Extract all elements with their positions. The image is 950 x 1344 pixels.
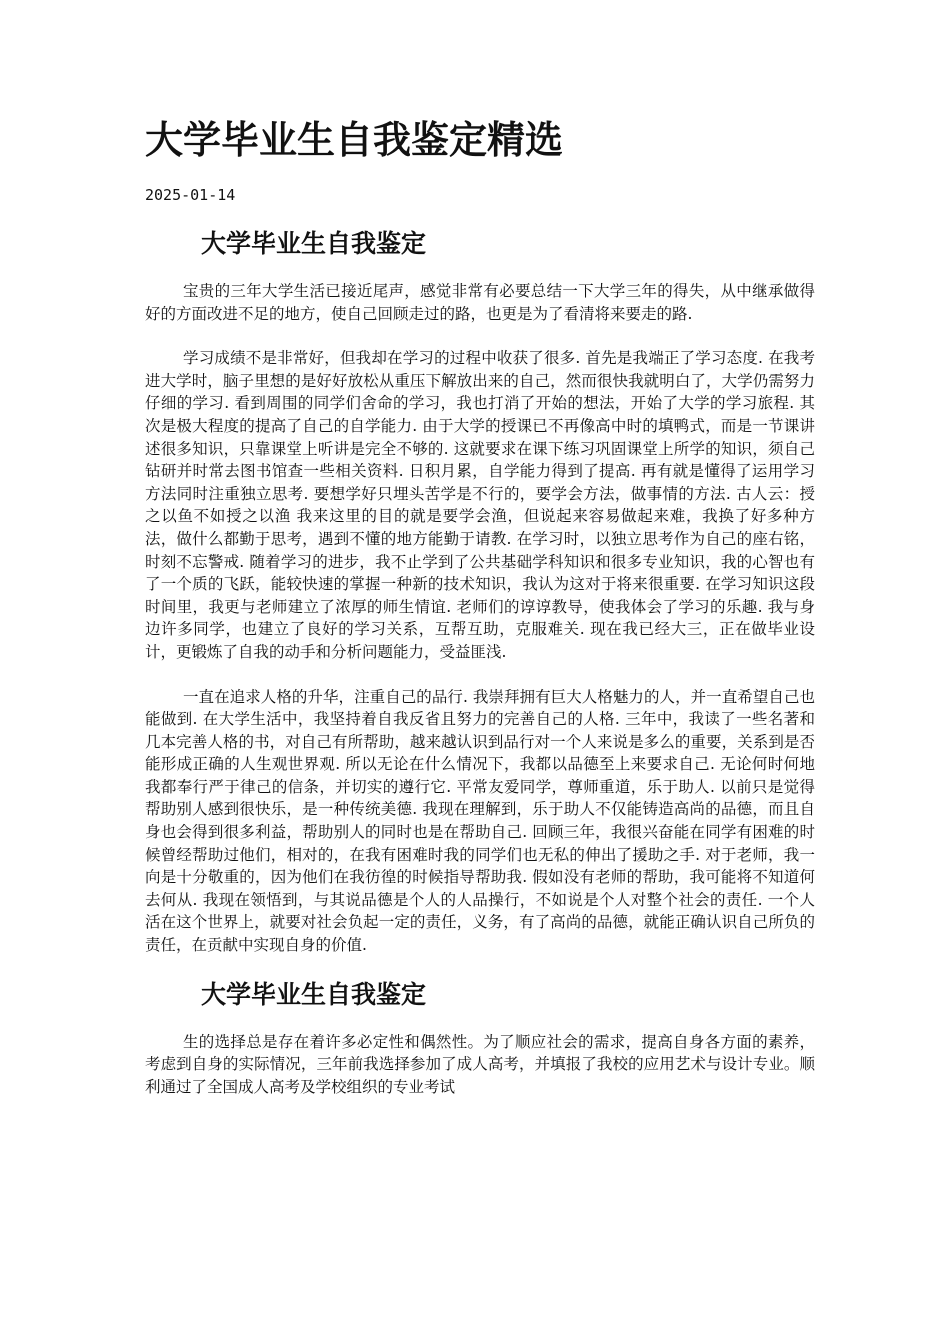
document-date: 2025-01-14 <box>145 186 236 204</box>
document-page <box>145 112 815 1098</box>
paragraph: 一直在追求人格的升华，注重自己的品行. 我崇拜拥有巨大人格魅力的人，并一直希望自己也能做到. 在大学生活中，我坚持着自我反省且努力的完善自己的人格. 三年中，我读了一些名著和几本完善人格的书，对自己有所帮助，越来越认识到品行对一个人来说是多么的重要，关系到是否能形成正确的人生观世界观. 所以无论在什么情况下，我都以品德至上来要求自己. 无论何时何地我都奉行严于律己的信条，并切实的遵行它. 平常友爱同学，尊师重道，乐于助人. 以前只是觉得帮助别人感到很快乐，是一种传统美德. 我现在理解到，乐于助人不仅能铸造高尚的品德，而且自身也会得到很多利益，帮助别人的同时也是在帮助自己. 回顾三年，我很兴奋能在同学有困难的时候曾经帮助过他们，相对的，在我有困难时我的同学们也无私的伸出了援助之手. 对于老师，我一向是十分敬重的，因为他们在我彷徨的时候指导帮助我. 假如没有老师的帮助，我可能将不知道何去何从. 我现在领悟到，与其说品德是个人的人品操行，不如说是个人对整个社会的责任. 一个人活在这个世界上，就要对社会负起一定的责任，义务，有了高尚的品德，就能正确认识自己所负的责任，在贡献中实现自身的价值. <box>145 687 815 955</box>
document-title: 大学毕业生自我鉴定精选 <box>145 118 564 162</box>
section-heading-1: 大学毕业生自我鉴定 <box>201 229 427 258</box>
section-heading-2: 大学毕业生自我鉴定 <box>201 979 427 1009</box>
paragraph: 学习成绩不是非常好，但我却在学习的过程中收获了很多. 首先是我端正了学习态度. 在我考进大学时，脑子里想的是好好放松从重压下解放出来的自己，然而很快我就明白了，大学仍需努力仔细的学习. 看到周围的同学们舍命的学习，我也打消了开始的想法，开始了大学的学习旅程. 其次是极大程度的提高了自己的自学能力. 由于大学的授课已不再像高中时的填鸭式，而是一节课讲述很多知识，只靠课堂上听讲是完全不够的. 这就要求在课下练习巩固课堂上所学的知识，须自己钻研并时常去图书馆查一些相关资料. 日积月累，自学能力得到了提高. 再有就是懂得了运用学习方法同时注重独立思考. 要想学好只埋头苦学是不行的，要学会方法，做事情的方法. 古人云：授之以鱼不如授之以渔 我来这里的目的就是要学会渔，但说起来容易做起来难，我换了好多种方法，做什么都勤于思考，遇到不懂的地方能勤于请教. 在学习时，以独立思考作为自己的座右铭，时刻不忘警戒. 随着学习的进步，我不止学到了公共基础学科知识和很多专业知识，我的心智也有了一个质的飞跃，能较快速的掌握一种新的技术知识，我认为这对于将来很重要. 在学习知识这段时间里，我更与老师建立了浓厚的师生情谊. 老师们的谆谆教导，使我体会了学习的乐趣. 我与身边许多同学，也建立了良好的学习关系，互帮互助，克服难关. 现在我已经大三，正在做毕业设计，更锻炼了自我的动手和分析问题能力，受益匪浅. <box>145 349 815 661</box>
paragraph: 生的选择总是存在着许多必定性和偶然性。为了顺应社会的需求，提高自身各方面的素养，考虑到自身的实际情况，三年前我选择参加了成人高考，并填报了我校的应用艺术与设计专业。顺利通过了全国成人高考及学校组织的专业考试 <box>145 1032 815 1096</box>
paragraph: 宝贵的三年大学生活已接近尾声，感觉非常有必要总结一下大学三年的得失，从中继承做得好的方面改进不足的地方，使自己回顾走过的路，也更是为了看清将来要走的路. <box>145 282 815 323</box>
